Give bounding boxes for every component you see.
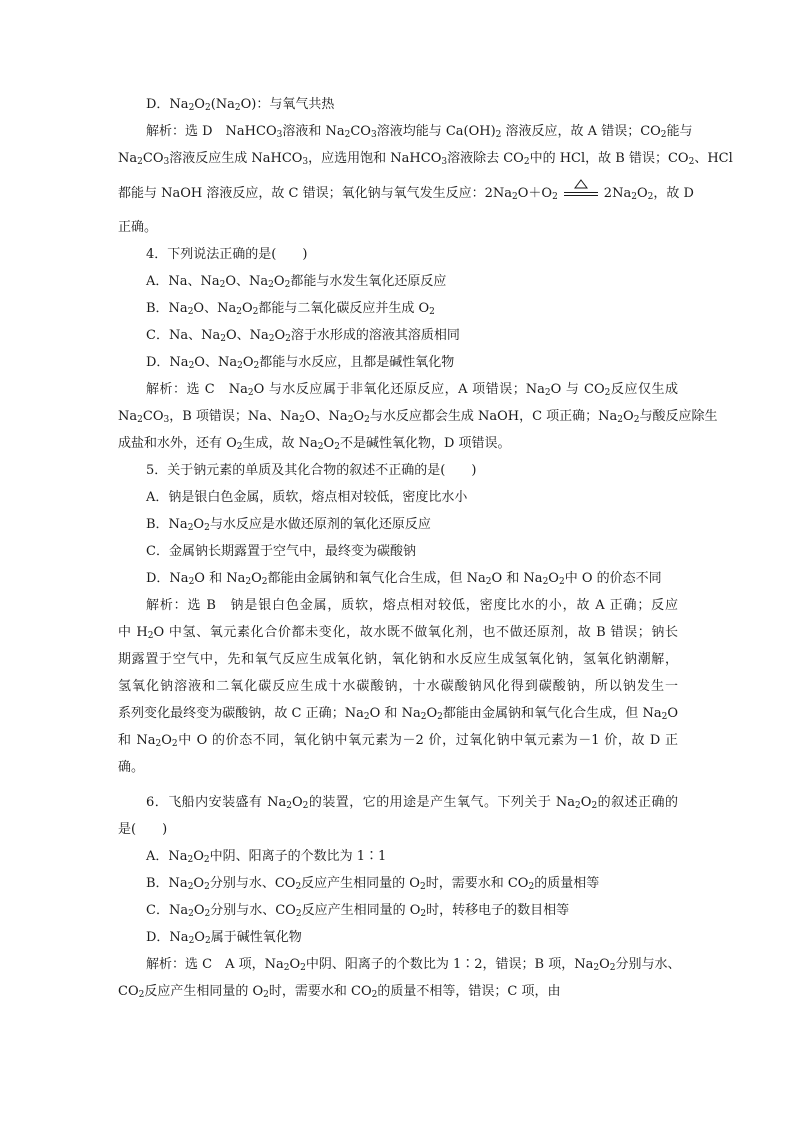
q5-analysis-line-7: 确。 [118, 760, 145, 775]
q4-stem: 4．下列说法正确的是( ) [146, 247, 308, 262]
q5-analysis-line-3: 期露置于空气中，先和氧气反应生成氧化钠，氧化钠和水反应生成氢氧化钠，氢氧化钠潮解， [118, 652, 678, 667]
q5-analysis-line-5: 系列变化最终变为碳酸钠，故 C 正确；$Na_2O$ 和 $Na_2O_2$都能由金属钠和氧气化合生成，但 $Na_2O$ [118, 706, 678, 722]
q5-analysis-line-6: 和 $Na_2O_2$中 O 的价态不同，氧化钠中氧元素为－2 价，过氧化钠中氧元素为－1 价，故 D 正 [118, 733, 678, 749]
q4-option-d: D．$Na_2O$、$Na_2O_2$都能与水反应，且都是碱性氧化物 [146, 355, 455, 371]
q6-analysis-line-2: $CO_2$反应产生相同量的 $O_2$时，需要水和 $CO_2$的质量不相等，错误；C 项，由 [118, 984, 561, 1000]
q4-analysis-line-3: 成盐和水外，还有 $O_2$生成，故 $Na_2O_2$不是碱性氧化物，D 项错误。 [118, 436, 511, 452]
q4-analysis-line-1: 解析：选 C $Na_2O$ 与水反应属于非氧化还原反应，A 项错误；$Na_2O$ 与 $CO_2$反应仅生成 [146, 382, 678, 398]
q3-analysis-line-4: 正确。 [118, 220, 158, 235]
q5-stem: 5．关于钠元素的单质及其化合物的叙述不正确的是( ) [146, 463, 477, 478]
q4-option-c: C．Na、$Na_2O$、$Na_2O_2$溶于水形成的溶液其溶质相同 [146, 328, 460, 344]
q5-option-c: C．金属钠长期露置于空气中，最终变为碳酸钠 [146, 544, 416, 559]
q3-analysis-line-3: 都能与 NaOH 溶液反应，故 C 错误；氧化钠与氧气发生反应：$2Na_2O+O_2$ $2Na_2O_2$，故 D [118, 184, 678, 204]
heating-equal-sign [564, 188, 598, 200]
q5-option-d: D．$Na_2O$ 和 $Na_2O_2$都能由金属钠和氧气化合生成，但 $Na_2O$ 和 $Na_2O_2$中 O 的价态不同 [146, 571, 662, 587]
q5-option-a: A．钠是银白色金属，质软，熔点相对较低，密度比水小 [146, 490, 468, 505]
q6-option-c: C．$Na_2O_2$分别与水、$CO_2$反应产生相同量的 $O_2$时，转移电子的数目相等 [146, 903, 570, 919]
q4-option-a: A．Na、$Na_2O$、$Na_2O_2$都能与水发生氧化还原反应 [146, 274, 447, 290]
q6-option-a: A．$Na_2O_2$中阴、阳离子的个数比为 1∶1 [146, 849, 387, 865]
heat-triangle-icon [574, 179, 588, 189]
q6-stem-line-2: 是( ) [118, 822, 168, 837]
q5-analysis-line-4: 氢氧化钠溶液和二氧化碳反应生成十水碳酸钠，十水碳酸钠风化得到碳酸钠，所以钠发生一 [118, 679, 678, 694]
q5-option-b: B．$Na_2O_2$与水反应是水做还原剂的氧化还原反应 [146, 517, 431, 533]
q4-analysis-line-2: $Na_2CO_3$，B 项错误；Na、$Na_2O$、$Na_2O_2$与水反应都会生成 NaOH，C 项正确；$Na_2O_2$与酸反应除生 [118, 409, 718, 425]
q6-option-d: D．$Na_2O_2$属于碱性氧化物 [146, 930, 302, 946]
q5-analysis-line-1: 解析：选 B 钠是银白色金属，质软，熔点相对较低，密度比水的小，故 A 正确；反应 [146, 598, 678, 613]
q3-analysis-line-1: 解析：选 D NaHCO$_3$溶液和 $Na_2CO_3$溶液均能与 $Ca(OH)_2$ 溶液反应，故 A 错误；$CO_2$能与 [146, 124, 693, 140]
q3-analysis-line-2: $Na_2CO_3$溶液反应生成 NaHCO$_3$，应选用饱和 NaHCO$_3$溶液除去 $CO_2$中的 HCl，故 B 错误；$CO_2$、HCl [118, 151, 733, 167]
q6-option-b: B．$Na_2O_2$分别与水、$CO_2$反应产生相同量的 $O_2$时，需要水和 $CO_2$的质量相等 [146, 876, 600, 892]
q5-analysis-line-2: 中 $H_2O$ 中氢、氧元素化合价都未变化，故水既不做氧化剂，也不做还原剂，故 B 错误；钠长 [118, 625, 678, 641]
q3-option-d: D．$Na_2O_2(Na_2O)$：与氧气共热 [146, 97, 335, 113]
q6-stem-line-1: 6．飞船内安装盛有 $Na_2O_2$的装置，它的用途是产生氧气。下列关于 $Na_2O_2$的叙述正确的 [146, 795, 678, 811]
q4-option-b: B．$Na_2O$、$Na_2O_2$都能与二氧化碳反应并生成 $O_2$ [146, 301, 435, 317]
q6-analysis-line-1: 解析：选 C A 项，$Na_2O_2$中阴、阳离子的个数比为 1∶2，错误；B 项，$Na_2O_2$分别与水、 [146, 957, 681, 973]
